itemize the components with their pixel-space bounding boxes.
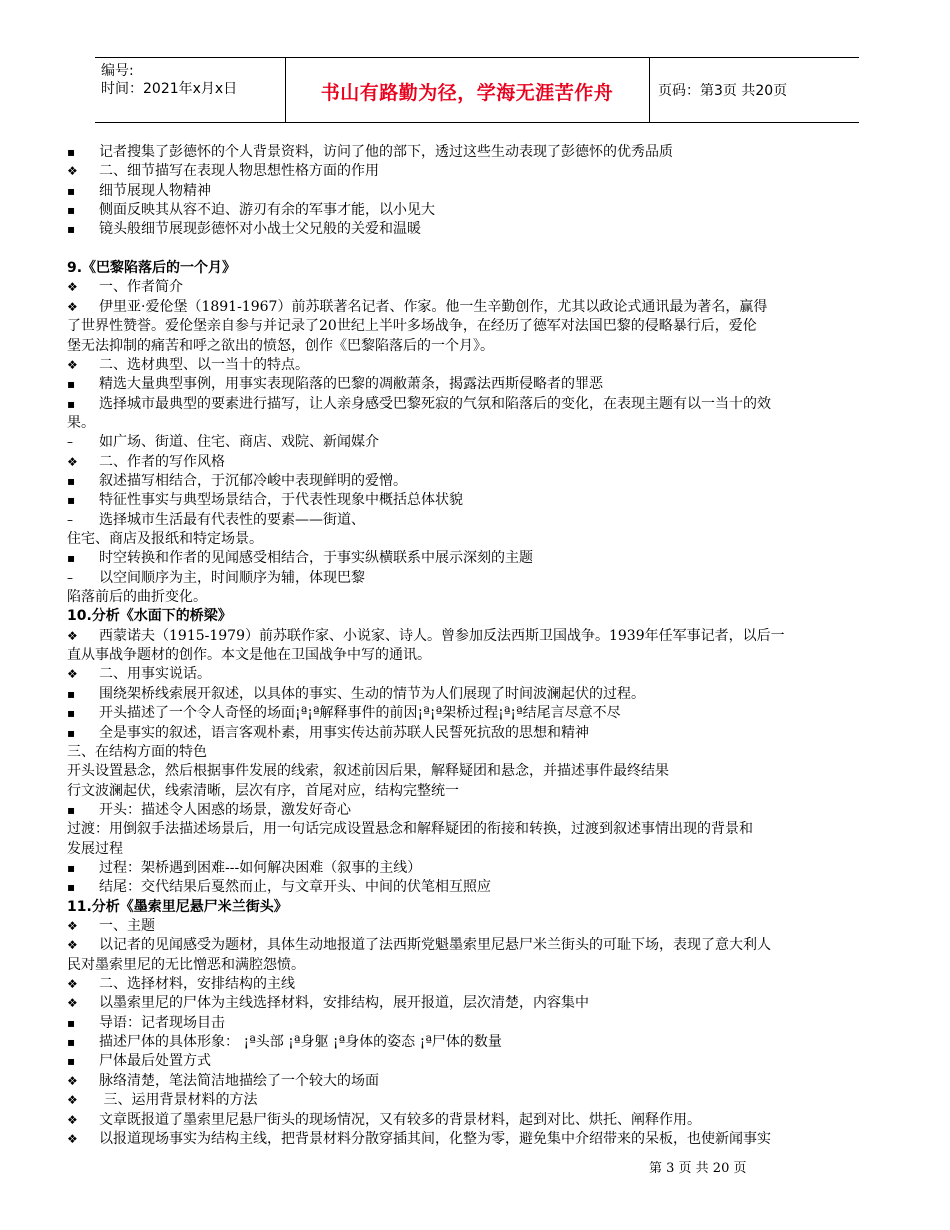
body-line xyxy=(67,762,887,780)
bullet-marker: ❖ xyxy=(67,1112,78,1127)
line-text: 二、选择材料，安排结构的主线 xyxy=(99,976,295,993)
line-text: 记者搜集了彭德怀的个人背景资料，访问了他的部下，透过这些生动表现了彭德怀的优秀品质 xyxy=(99,144,673,160)
line-text: 精选大量典型事例，用事实表现陷落的巴黎的凋敝萧条，揭露法西斯侵略者的罪恶 xyxy=(99,376,603,393)
body-line xyxy=(67,801,887,819)
line-text: 了世界性赞誉。爱伦堡亲自参与并记录了20世纪上半叶多场战争，在经历了德军对法国巴黎的侵略暴行后，爱伦 xyxy=(67,318,757,335)
body-line xyxy=(67,956,887,974)
body-line xyxy=(67,782,887,800)
section-heading xyxy=(67,898,887,916)
bullet-marker: ❖ xyxy=(67,977,78,992)
bullet-marker: ▪ xyxy=(67,203,76,218)
bullet-marker: – xyxy=(67,512,73,527)
body-line xyxy=(67,162,887,180)
body-line xyxy=(67,569,887,587)
header-motto: 书山有路勤为径，学海无涯苦作舟 xyxy=(320,82,614,104)
body-line xyxy=(67,511,887,529)
line-text: 发展过程 xyxy=(67,840,123,857)
line-text: 开头描述了一个令人奇怪的场面¡ª¡ª解释事件的前因¡ª¡ª架桥过程¡ª¡ª结尾言尽意不尽 xyxy=(99,705,621,722)
bullet-marker: ▪ xyxy=(67,222,76,237)
line-text: 伊里亚·爱伦堡（1891-1967）前苏联著名记者、作家。他一生辛勤创作，尤其以政论式通讯最为著名，赢得 xyxy=(99,298,768,315)
line-text: 果。 xyxy=(67,414,95,431)
body-line xyxy=(67,994,887,1012)
bullet-marker: ❖ xyxy=(67,938,78,953)
line-text: 开头：描述令人困惑的场景，激发好奇心 xyxy=(99,801,351,818)
bullet-marker: ▪ xyxy=(67,686,76,701)
body-line xyxy=(67,743,887,761)
bullet-marker: ❖ xyxy=(67,357,78,372)
line-text: 民对墨索里尼的无比憎恶和满腔怨愤。 xyxy=(67,956,305,973)
line-text: 叙述描写相结合，于沉郁冷峻中表现鲜明的爱憎。 xyxy=(99,472,407,489)
body-line xyxy=(67,491,887,509)
line-text: 11.分析《墨索里尼悬尸米兰街头》 xyxy=(67,898,288,915)
bullet-marker: ▪ xyxy=(67,860,76,875)
header-top-rule xyxy=(95,57,859,58)
body-line xyxy=(67,917,887,935)
line-text: 脉络清楚，笔法简洁地描绘了一个较大的场面 xyxy=(99,1072,379,1089)
bullet-marker: – xyxy=(67,435,73,450)
bullet-marker: ❖ xyxy=(67,1073,78,1088)
number-label: 编号: xyxy=(101,63,134,79)
bullet-marker: ❖ xyxy=(67,919,78,933)
bullet-marker: ❖ xyxy=(67,280,78,295)
header-bottom-rule xyxy=(95,122,859,123)
bullet-marker: ❖ xyxy=(67,164,78,179)
line-text: 一、主题 xyxy=(99,918,155,934)
time-label: 时间：2021年x月x日 xyxy=(101,81,238,97)
line-text: 10.分析《水面下的桥梁》 xyxy=(67,608,232,625)
bullet-marker: ▪ xyxy=(67,725,76,740)
line-text: 开头设置悬念，然后根据事件发展的线索，叙述前因后果，解释疑团和悬念，并描述事件最终结果 xyxy=(67,763,669,780)
bullet-marker: ❖ xyxy=(67,667,78,682)
line-text: 二、选材典型、以一当十的特点。 xyxy=(99,356,309,373)
body-line xyxy=(67,627,887,645)
line-text: 以空间顺序为主，时间顺序为辅，体现巴黎 xyxy=(99,569,365,586)
section-heading xyxy=(67,259,887,277)
line-text: 时空转换和作者的见闻感受相结合，于事实纵横联系中展示深刻的主题 xyxy=(99,550,533,567)
body-line xyxy=(67,278,887,296)
bullet-marker: ❖ xyxy=(67,996,78,1011)
bullet-marker: ▪ xyxy=(67,1054,76,1069)
line-text: 围绕架桥线索展开叙述，以具体的事实、生动的情节为人们展现了时间波澜起伏的过程。 xyxy=(99,685,645,702)
section-heading xyxy=(67,607,887,625)
body-line xyxy=(67,472,887,490)
line-text: 特征性事实与典型场景结合，于代表性现象中概括总体状貌 xyxy=(99,492,463,509)
header-divider-left xyxy=(285,57,286,122)
bullet-marker: ▪ xyxy=(67,706,76,721)
line-text: 过程：架桥遇到困难---如何解决困难（叙事的主线） xyxy=(99,859,422,876)
body-line xyxy=(67,220,887,238)
line-text: 选择城市最典型的要素进行描写，让人亲身感受巴黎死寂的气氛和陷落后的变化，在表现主题有以一当十的效 xyxy=(99,395,771,412)
body-line xyxy=(67,704,887,722)
line-text: 三、运用背景材料的方法 xyxy=(99,1092,258,1109)
bullet-marker: ▪ xyxy=(67,802,76,817)
body-line xyxy=(67,414,887,432)
body-line xyxy=(67,878,887,896)
line-text: 过渡：用倒叙手法描述场景后，用一句话完成设置悬念和解释疑团的衔接和转换，过渡到叙述事情出现的背景和 xyxy=(67,821,753,838)
line-text: 描述尸体的具体形象： ¡ª头部 ¡ª身躯 ¡ª身体的姿态 ¡ª尸体的数量 xyxy=(99,1034,502,1051)
bullet-marker: – xyxy=(67,570,73,585)
body-line xyxy=(67,375,887,393)
line-text: 一、作者简介 xyxy=(99,279,183,296)
body-line xyxy=(67,724,887,742)
body-line xyxy=(67,840,887,858)
bullet-marker: ▪ xyxy=(67,1015,76,1030)
line-text: 直从事战争题材的创作。本文是他在卫国战争中写的通讯。 xyxy=(67,647,431,664)
line-text: 以墨索里尼的尸体为主线选择材料，安排结构，展开报道，层次清楚，内容集中 xyxy=(99,995,589,1012)
line-text: 以报道现场事实为结构主线，把背景材料分散穿插其间，化整为零，避免集中介绍带来的呆板，也使新闻事实 xyxy=(99,1130,771,1147)
body-line xyxy=(67,337,887,355)
line-text: 9.《巴黎陷落后的一个月》 xyxy=(67,260,237,277)
header-page-info: 页码：第3页 共20页 xyxy=(658,83,788,99)
line-text: 三、在结构方面的特色 xyxy=(67,743,207,760)
line-text: 尸体最后处置方式 xyxy=(99,1053,211,1070)
body-line xyxy=(67,549,887,567)
line-text: 住宅、商店及报纸和特定场景。 xyxy=(67,531,263,547)
line-text: 行文波澜起伏，线索清晰，层次有序，首尾对应，结构完整统一 xyxy=(67,782,459,799)
line-text: 西蒙诺夫（1915-1979）前苏联作家、小说家、诗人。曾参加反法西斯卫国战争。1939年任军事记者，以后一 xyxy=(99,627,785,644)
body-line xyxy=(67,1052,887,1070)
line-text: 二、用事实说话。 xyxy=(99,666,211,683)
bullet-marker: ▪ xyxy=(67,377,76,392)
body-line xyxy=(67,143,887,161)
line-text: 细节展现人物精神 xyxy=(99,182,211,199)
bullet-marker: ❖ xyxy=(67,1131,78,1146)
line-text: 如广场、街道、住宅、商店、戏院、新闻媒介 xyxy=(99,434,379,451)
body-line xyxy=(67,665,887,683)
body-line xyxy=(67,859,887,877)
line-text: 文章既报道了墨索里尼悬尸街头的现场情况，又有较多的背景材料，起到对比、烘托、阐释作用。 xyxy=(99,1111,701,1128)
body-line xyxy=(67,1111,887,1129)
body-line xyxy=(67,182,887,200)
header-info xyxy=(101,62,237,98)
body-line xyxy=(67,1014,887,1032)
line-text: 二、细节描写在表现人物思想性格方面的作用 xyxy=(99,163,379,180)
bullet-marker: ❖ xyxy=(67,1093,78,1108)
bullet-marker: ▪ xyxy=(67,473,76,488)
line-text: 侧面反映其从容不迫、游刃有余的军事才能，以小见大 xyxy=(99,202,435,219)
line-text: 结尾：交代结果后戛然而止，与文章开头、中间的伏笔相互照应 xyxy=(99,879,491,896)
body-line xyxy=(67,820,887,838)
body-line xyxy=(67,395,887,413)
body-line xyxy=(67,646,887,664)
bullet-marker: ▪ xyxy=(67,493,76,508)
page-footer: 第 3 页 共 20 页 xyxy=(649,1161,747,1176)
body-line xyxy=(67,201,887,219)
bullet-marker: ▪ xyxy=(67,145,76,159)
line-text: 导语：记者现场目击 xyxy=(99,1014,225,1031)
body-line xyxy=(67,685,887,703)
line-text: 镜头般细节展现彭德怀对小战士父兄般的关爱和温暖 xyxy=(99,221,421,238)
body-line xyxy=(67,936,887,954)
bullet-marker: ▪ xyxy=(67,551,76,566)
body-line xyxy=(67,588,887,606)
body-line xyxy=(67,1130,887,1148)
body-line xyxy=(67,433,887,451)
body-line xyxy=(67,298,887,316)
body-line xyxy=(67,317,887,335)
bullet-marker: ❖ xyxy=(67,299,78,314)
line-text: 堡无法抑制的痛苦和呼之欲出的愤怒，创作《巴黎陷落后的一个月》。 xyxy=(67,337,494,354)
body-line xyxy=(67,975,887,993)
bullet-marker: ❖ xyxy=(67,454,78,469)
bullet-marker: ▪ xyxy=(67,183,76,198)
line-text: 选择城市生活最有代表性的要素——街道、 xyxy=(99,511,365,528)
body-line xyxy=(67,453,887,471)
bullet-marker: ❖ xyxy=(67,628,78,643)
body-line xyxy=(67,530,887,548)
line-text: 以记者的见闻感受为题材，具体生动地报道了法西斯党魁墨索里尼悬尸米兰街头的可耻下场，表现了意大利人 xyxy=(99,937,771,954)
line-text: 陷落前后的曲折变化。 xyxy=(67,589,207,606)
bullet-marker: ▪ xyxy=(67,1035,76,1050)
line-text: 二、作者的写作风格 xyxy=(99,453,225,470)
header-divider-right xyxy=(649,57,650,122)
body-line xyxy=(67,356,887,374)
body-line xyxy=(67,1091,887,1109)
line-text: 全是事实的叙述，语言客观朴素，用事实传达前苏联人民誓死抗敌的思想和精神 xyxy=(99,724,589,741)
bullet-marker: ▪ xyxy=(67,880,76,895)
body-line xyxy=(67,1072,887,1090)
body-line xyxy=(67,1033,887,1051)
bullet-marker: ▪ xyxy=(67,396,76,411)
